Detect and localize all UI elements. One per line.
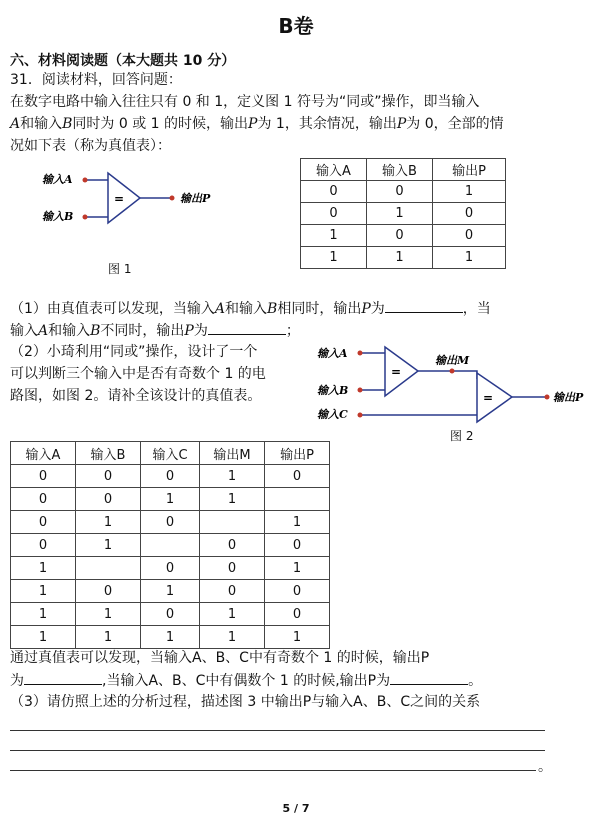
fig2-node-p bbox=[545, 395, 550, 400]
t2-cell: 0 bbox=[141, 465, 200, 488]
t2-cell: 1 bbox=[11, 557, 76, 580]
t1-cell: 0 bbox=[367, 181, 433, 203]
text: 为 bbox=[193, 323, 208, 339]
t2-header: 输入C bbox=[141, 442, 200, 465]
t2-cell: 0 bbox=[265, 603, 330, 626]
question-para-1: 在数字电路中输入往往只有 0 和 1，定义图 1 符号为“同或”操作，即当输入 bbox=[10, 94, 480, 110]
table-row bbox=[11, 603, 330, 626]
t1-cell: 1 bbox=[433, 181, 506, 203]
section-heading: 六、材料阅读题（本大题共 10 分） bbox=[10, 53, 236, 69]
t1-cell: 1 bbox=[367, 247, 433, 269]
text: 。 bbox=[468, 673, 483, 689]
fig1-node-a bbox=[83, 178, 88, 183]
fig2-input-c-label: 输入C bbox=[317, 408, 348, 421]
t2-cell: 0 bbox=[76, 465, 141, 488]
part3-line-1: （3）请仿照上述的分析过程，描述图 3 中输出P与输入A、B、C之间的关系 bbox=[10, 694, 481, 710]
t2-cell: 0 bbox=[265, 465, 330, 488]
var-b: B bbox=[90, 323, 101, 339]
answer-blank-4[interactable] bbox=[390, 670, 468, 685]
figure-1-caption: 图 1 bbox=[108, 262, 132, 276]
t1-cell: 1 bbox=[301, 225, 367, 247]
table-row bbox=[301, 203, 506, 225]
t2-cell: 0 bbox=[200, 534, 265, 557]
answer-line-2[interactable] bbox=[10, 750, 545, 751]
fig2-node-m bbox=[450, 369, 455, 374]
text: （1）由真值表可以发现，当输入 bbox=[10, 301, 215, 317]
t1-header: 输入B bbox=[367, 159, 433, 181]
t2-cell: 0 bbox=[141, 511, 200, 534]
t2-cell: 1 bbox=[76, 603, 141, 626]
t1-cell: 1 bbox=[367, 203, 433, 225]
t1-cell: 1 bbox=[301, 247, 367, 269]
t2-header: 输入B bbox=[76, 442, 141, 465]
fig1-input-b-label: 输入B bbox=[42, 210, 74, 223]
text: ，当 bbox=[462, 301, 491, 317]
t2-cell-blank[interactable] bbox=[76, 557, 141, 580]
fig1-output-label: 输出P bbox=[180, 192, 211, 205]
t2-cell-blank[interactable] bbox=[141, 534, 200, 557]
text: 输入 bbox=[10, 323, 38, 339]
question-stem: 31．阅读材料，回答问题： bbox=[10, 72, 182, 88]
t2-cell: 0 bbox=[200, 557, 265, 580]
t2-cell: 0 bbox=[265, 580, 330, 603]
figure-1-diagram bbox=[30, 165, 230, 235]
t2-cell: 0 bbox=[11, 511, 76, 534]
t2-cell: 0 bbox=[265, 534, 330, 557]
t1-header: 输出P bbox=[433, 159, 506, 181]
part1-line-2 bbox=[10, 320, 300, 341]
var-a: A bbox=[38, 323, 49, 339]
part2-line-2: 可以判断三个输入中是否有奇数个 1 的电 bbox=[10, 366, 266, 382]
fig2-node-a bbox=[358, 351, 363, 356]
t2-cell: 1 bbox=[200, 603, 265, 626]
t2-cell: 1 bbox=[265, 511, 330, 534]
answer-blank-1[interactable] bbox=[385, 298, 463, 313]
text: 不同时，输出 bbox=[100, 323, 185, 339]
part1-line-1 bbox=[10, 298, 491, 319]
end-mark: 。 bbox=[538, 759, 552, 775]
fig2-gate-symbol-1: = bbox=[391, 365, 402, 379]
t2-cell: 0 bbox=[11, 534, 76, 557]
figure-2-diagram bbox=[315, 340, 590, 440]
table-row bbox=[11, 534, 330, 557]
table-row bbox=[301, 181, 506, 203]
conclusion-line-2 bbox=[10, 670, 482, 691]
fig2-node-c bbox=[358, 413, 363, 418]
text: 和输入 bbox=[20, 116, 63, 132]
t1-cell: 0 bbox=[433, 203, 506, 225]
text: 和输入 bbox=[48, 323, 91, 339]
table-row bbox=[11, 488, 330, 511]
t2-cell: 1 bbox=[265, 557, 330, 580]
conclusion-line-1: 通过真值表可以发现，当输入A、B、C中有奇数个 1 的时候，输出P bbox=[10, 650, 430, 666]
answer-line-3[interactable] bbox=[10, 770, 536, 771]
t2-cell: 0 bbox=[76, 488, 141, 511]
t2-cell: 0 bbox=[200, 580, 265, 603]
part2-line-1: （2）小琦利用“同或”操作，设计了一个 bbox=[10, 344, 258, 360]
t1-cell: 0 bbox=[301, 203, 367, 225]
t2-cell: 1 bbox=[11, 603, 76, 626]
paper-title: B卷 bbox=[278, 14, 314, 38]
truth-table-2 bbox=[10, 441, 330, 649]
fig1-input-a-label: 输入A bbox=[42, 173, 73, 186]
t1-cell: 1 bbox=[433, 247, 506, 269]
text: 相同时，输出 bbox=[277, 301, 362, 317]
t1-header: 输入A bbox=[301, 159, 367, 181]
text: ； bbox=[285, 323, 300, 339]
t2-cell: 0 bbox=[141, 603, 200, 626]
t2-cell: 0 bbox=[141, 557, 200, 580]
answer-line-1[interactable] bbox=[10, 730, 545, 731]
question-para-3: 况如下表（称为真值表）： bbox=[10, 138, 171, 154]
fig2-xnor-gate-1 bbox=[385, 347, 418, 396]
text: 为 bbox=[370, 301, 385, 317]
t2-header: 输出P bbox=[265, 442, 330, 465]
fig1-node-p bbox=[170, 196, 175, 201]
text: 同时为 0 或 1 的时候，输出 bbox=[72, 116, 249, 132]
t2-cell: 1 bbox=[200, 465, 265, 488]
t2-cell: 0 bbox=[11, 488, 76, 511]
var-p: P bbox=[184, 323, 194, 339]
table-row bbox=[11, 465, 330, 488]
text: 为 0，全部的情 bbox=[406, 116, 504, 132]
t1-cell: 0 bbox=[301, 181, 367, 203]
text: ,当输入A、B、C中有偶数个 1 的时候,输出P为 bbox=[102, 673, 391, 689]
t2-cell: 1 bbox=[200, 626, 265, 649]
t2-cell: 1 bbox=[141, 580, 200, 603]
t2-cell: 1 bbox=[11, 626, 76, 649]
part2-line-3: 路图，如图 2。请补全该设计的真值表。 bbox=[10, 388, 262, 404]
t2-cell: 1 bbox=[200, 488, 265, 511]
t2-cell: 1 bbox=[76, 626, 141, 649]
t2-cell: 1 bbox=[11, 580, 76, 603]
figure-2-caption: 图 2 bbox=[450, 429, 474, 443]
table-row bbox=[11, 626, 330, 649]
table-row bbox=[301, 225, 506, 247]
t2-cell: 1 bbox=[76, 534, 141, 557]
fig2-input-b-label: 输入B bbox=[317, 384, 349, 397]
t2-cell: 1 bbox=[141, 488, 200, 511]
text: 和输入 bbox=[225, 301, 268, 317]
var-p: P bbox=[361, 301, 371, 317]
fig2-mid-label: 输出M bbox=[435, 354, 470, 367]
var-a: A bbox=[214, 301, 226, 317]
table-row bbox=[11, 557, 330, 580]
t2-cell-blank[interactable] bbox=[200, 511, 265, 534]
var-p: P bbox=[248, 116, 258, 132]
t2-cell: 1 bbox=[265, 626, 330, 649]
t2-header: 输出M bbox=[200, 442, 265, 465]
fig2-gate-symbol-2: = bbox=[483, 391, 494, 405]
question-para-2 bbox=[10, 114, 504, 134]
t2-cell: 0 bbox=[76, 580, 141, 603]
fig2-input-a-label: 输入A bbox=[317, 347, 348, 360]
text: 为 1，其余情况，输出 bbox=[257, 116, 397, 132]
fig2-output-label: 输出P bbox=[553, 391, 584, 404]
var-b: B bbox=[267, 301, 278, 317]
t2-cell: 1 bbox=[141, 626, 200, 649]
t2-cell: 0 bbox=[11, 465, 76, 488]
page-number: 5 / 7 bbox=[282, 802, 310, 815]
var-p: P bbox=[396, 116, 407, 132]
table-row bbox=[11, 511, 330, 534]
table-row bbox=[301, 247, 506, 269]
text: 为 bbox=[10, 673, 24, 689]
t1-cell: 0 bbox=[367, 225, 433, 247]
t2-header: 输入A bbox=[11, 442, 76, 465]
answer-blank-3[interactable] bbox=[24, 670, 102, 685]
fig1-node-b bbox=[83, 215, 88, 220]
t1-cell: 0 bbox=[433, 225, 506, 247]
fig1-gate-symbol: = bbox=[114, 192, 125, 206]
t2-cell: 1 bbox=[76, 511, 141, 534]
answer-blank-2[interactable] bbox=[208, 320, 286, 335]
fig2-node-b bbox=[358, 388, 363, 393]
var-a: A bbox=[10, 116, 21, 132]
var-b: B bbox=[62, 116, 73, 132]
truth-table-1 bbox=[300, 158, 506, 269]
t2-cell-blank[interactable] bbox=[265, 488, 330, 511]
table-row bbox=[11, 580, 330, 603]
